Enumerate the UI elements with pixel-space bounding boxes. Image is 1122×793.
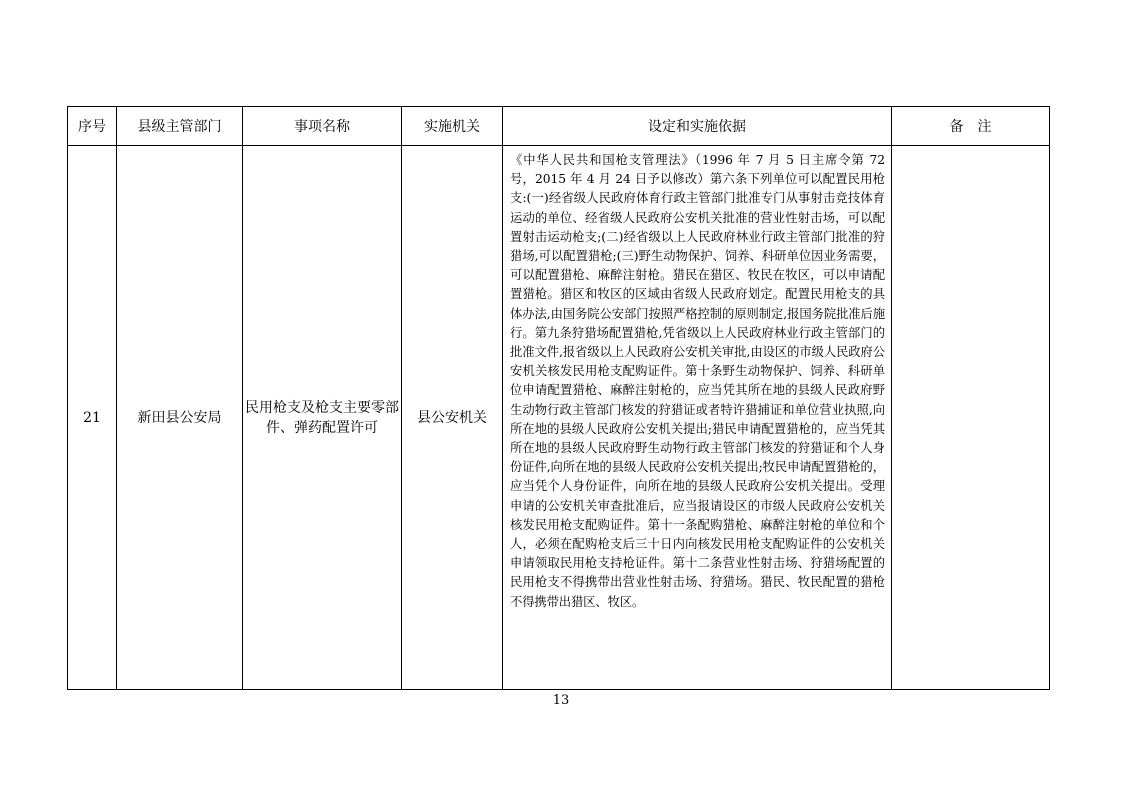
cell-item-name: 民用枪支及枪支主要零部件、弹药配置许可 — [243, 146, 402, 690]
header-dept: 县级主管部门 — [117, 107, 243, 146]
header-remark: 备 注 — [892, 107, 1050, 146]
document-table — [67, 106, 1050, 690]
header-item: 事项名称 — [243, 107, 402, 146]
cell-basis: 《中华人民共和国枪支管理法》（1996 年 7 月 5 日主席令第 72 号，2015 年 4 月 24 日予以修改）第六条下列单位可以配置民用枪支:(一)经省级人民政府体育行政主管部门批准专门从事射击竞技体育运动的单位、经省级人民政府公安机关批准的营业性射击场，可以配置射击运动枪支;(二)经省级以上人民政府林业行政主管部门批准的狩猎场,可以配置猎枪;(三)野生动物保护、饲养、科研单位因业务需要，可以配置猎枪、麻醉注射枪。猎民在猎区、牧民在牧区，可以申请配置猎枪。猎区和牧区的区域由省级人民政府划定。配置民用枪支的具体办法,由国务院公安部门按照严格控制的原则制定,报国务院批准后施行。第九条狩猎场配置猎枪,凭省级以上人民政府林业行政主管部门的批准文件,报省级以上人民政府公安机关审批,由设区的市级人民政府公安机关核发民用枪支配购证件。第十条野生动物保护、饲养、科研单位申请配置猎枪、麻醉注射枪的，应当凭其所在地的县级人民政府野生动物行政主管部门核发的狩猎证或者特许猎捕证和单位营业执照,向所在地的县级人民政府公安机关提出;猎民申请配置猎枪的，应当凭其所在地的县级人民政府野生动物行政主管部门核发的狩猎证和个人身份证件,向所在地的县级人民政府公安机关提出;牧民申请配置猎枪的，应当凭个人身份证件，向所在地的县级人民政府公安机关提出。受理申请的公安机关审查批准后，应当报请设区的市级人民政府公安机关核发民用枪支配购证件。第十一条配购猎枪、麻醉注射枪的单位和个人，必须在配购枪支后三十日内向核发民用枪支配购证件的公安机关申请领取民用枪支持枪证件。第十二条营业性射击场、狩猎场配置的民用枪支不得携带出营业性射击场、狩猎场。猎民、牧民配置的猎枪不得携带出猎区、牧区。 — [503, 146, 892, 690]
header-basis: 设定和实施依据 — [503, 107, 892, 146]
table-header-row — [68, 107, 1050, 146]
cell-seq: 21 — [68, 146, 117, 690]
cell-remark — [892, 146, 1050, 690]
page-number: 13 — [552, 693, 570, 708]
header-agency: 实施机关 — [402, 107, 503, 146]
table-row — [68, 146, 1050, 690]
cell-agency: 县公安机关 — [402, 146, 503, 690]
header-seq: 序号 — [68, 107, 117, 146]
cell-dept: 新田县公安局 — [117, 146, 243, 690]
